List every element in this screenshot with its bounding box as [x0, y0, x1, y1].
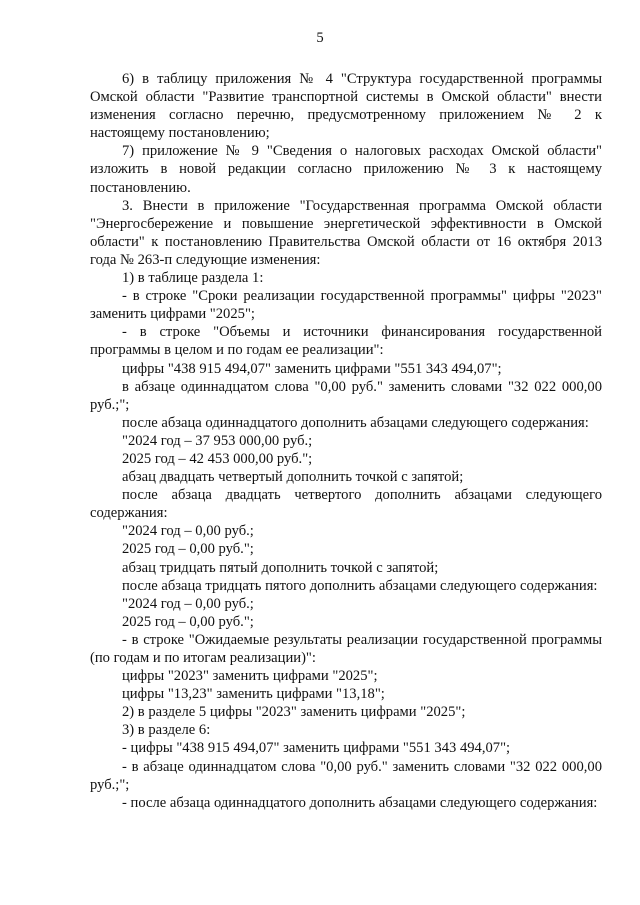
- paragraph-section-3: 3. Внести в приложение "Государственная программа Омской области "Энергосбережение и повышение энергетической эффективности в Омской области" к постановлению Правительства Омской области от 16 октября 2013 года № 263-п следующие изменения:: [90, 197, 602, 268]
- paragraph-after-thirty-fifth: после абзаца тридцать пятого дополнить абзацами следующего содержания:: [122, 577, 598, 594]
- paragraph-thirty-fifth: абзац тридцать пятый дополнить точкой с запятой;: [122, 559, 439, 576]
- paragraph-year-2025-b: 2025 год – 0,00 руб.";: [122, 541, 254, 558]
- paragraph-section-5: 2) в разделе 5 цифры "2023" заменить цифрами "2025";: [122, 704, 466, 721]
- paragraph-item-6: 6) в таблицу приложения № 4 "Структура государственной программы Омской области "Развитие транспортной системы в Омской области" внести изменения согласно перечню, предусмотренному приложением № 2 к настоящему постановлению;: [90, 71, 602, 142]
- paragraph-eleventh-words: в абзаце одиннадцатом слова "0,00 руб." заменить словами "32 022 000,00 руб.;";: [90, 378, 602, 413]
- paragraph-year-2025-a: 2025 год – 42 453 000,00 руб.";: [122, 450, 313, 467]
- page-number: 5: [316, 30, 324, 46]
- paragraph-figures-1323: цифры "13,23" заменить цифрами "13,18";: [122, 686, 385, 703]
- paragraph-section-6-figures: - цифры "438 915 494,07" заменить цифрами "551 343 494,07";: [122, 740, 511, 757]
- paragraph-figures-2023: цифры "2023" заменить цифрами "2025";: [122, 668, 378, 685]
- paragraph-row-terms: - в строке "Сроки реализации государственной программы" цифры "2023" заменить цифрами "2025";: [90, 288, 602, 323]
- paragraph-subitem-1: 1) в таблице раздела 1:: [122, 270, 264, 287]
- paragraph-twenty-fourth: абзац двадцать четвертый дополнить точкой с запятой;: [122, 469, 464, 486]
- paragraph-section-6-eleventh: - в абзаце одиннадцатом слова "0,00 руб." заменить словами "32 022 000,00 руб.;";: [90, 758, 602, 793]
- paragraph-section-6-after-eleventh: - после абзаца одиннадцатого дополнить абзацами следующего содержания:: [122, 794, 598, 811]
- document-body: [90, 70, 602, 812]
- paragraph-year-2024-b: "2024 год – 0,00 руб.;: [122, 523, 254, 540]
- paragraph-section-6: 3) в разделе 6:: [122, 722, 211, 739]
- paragraph-after-eleventh: после абзаца одиннадцатого дополнить абзацами следующего содержания:: [122, 414, 589, 431]
- paragraph-year-2024-a: "2024 год – 37 953 000,00 руб.;: [122, 432, 313, 449]
- paragraph-row-results: - в строке "Ожидаемые результаты реализации государственной программы (по годам и по итогам реализации)":: [90, 631, 602, 666]
- paragraph-row-financing: - в строке "Объемы и источники финансирования государственной программы в целом и по годам ее реализации":: [90, 324, 602, 359]
- paragraph-after-twenty-fourth: после абзаца двадцать четвертого дополнить абзацами следующего содержания:: [90, 487, 602, 522]
- paragraph-item-7: 7) приложение № 9 "Сведения о налоговых расходах Омской области" изложить в новой редакции согласно приложению № 3 к настоящему постановлению.: [90, 143, 602, 196]
- paragraph-year-2024-c: "2024 год – 0,00 руб.;: [122, 595, 254, 612]
- paragraph-figures-total: цифры "438 915 494,07" заменить цифрами "551 343 494,07";: [122, 360, 502, 377]
- paragraph-year-2025-c: 2025 год – 0,00 руб.";: [122, 613, 254, 630]
